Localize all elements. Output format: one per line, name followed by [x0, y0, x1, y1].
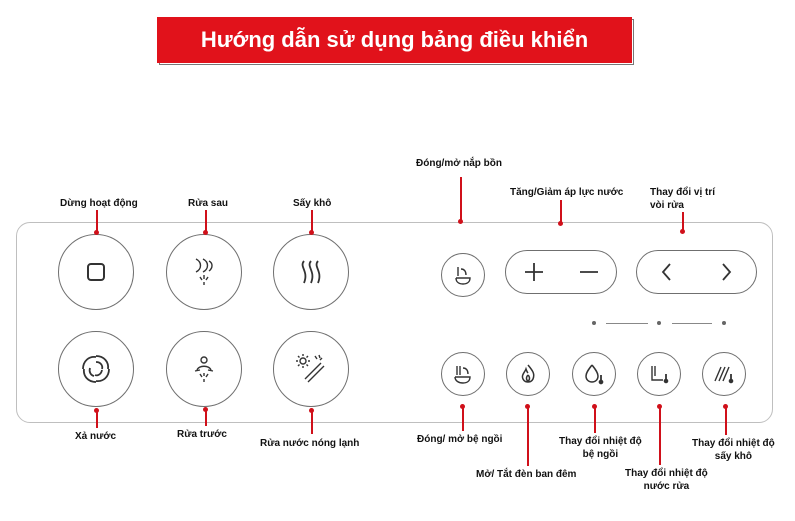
pointer-dot-dry — [309, 230, 314, 235]
label-dry-temp-line2: sấy khô — [714, 451, 753, 462]
label-dry-temp-line1: Thay đổi nhiệt độ — [692, 438, 775, 449]
pointer-flush — [96, 410, 98, 428]
nozzle-forward-button[interactable] — [697, 251, 757, 293]
water-temp-icon — [583, 363, 605, 385]
pointer-front-wash — [205, 409, 207, 426]
seat-icon — [452, 363, 474, 385]
level-line-2 — [672, 323, 712, 324]
label-flush: Xả nước — [75, 431, 117, 442]
rear-wash-icon — [189, 256, 219, 288]
label-stop: Dừng hoạt động — [60, 198, 138, 209]
stop-button[interactable] — [58, 234, 134, 310]
nozzle-position-control — [636, 250, 757, 294]
hot-cold-wash-button[interactable] — [273, 331, 349, 407]
seat-button[interactable] — [441, 352, 485, 396]
front-wash-button[interactable] — [166, 331, 242, 407]
label-seat-temp-line2: bệ ngồi — [582, 449, 619, 460]
pointer-night-light — [527, 406, 529, 466]
seat-temp-icon — [648, 363, 670, 385]
hot-cold-wash-icon — [295, 353, 327, 385]
label-water-temp — [625, 467, 708, 493]
front-wash-icon — [189, 354, 219, 384]
flame-icon — [517, 363, 539, 385]
label-seat-temp-line1: Thay đổi nhiệt độ — [559, 436, 642, 447]
pointer-dot-pressure — [558, 221, 563, 226]
level-dot-3 — [722, 321, 726, 325]
stop-icon — [85, 261, 107, 283]
label-water-temp-line1: Thay đổi nhiệt độ — [625, 468, 708, 479]
pointer-dot-nozzle — [680, 229, 685, 234]
chevron-left-icon — [659, 262, 675, 282]
dry-icon — [296, 257, 326, 287]
plus-icon — [524, 262, 544, 282]
pressure-increase-button[interactable] — [506, 251, 561, 293]
dry-temp-icon — [712, 363, 736, 385]
label-pressure: Tăng/Giảm áp lực nước — [510, 187, 624, 198]
level-dot-1 — [592, 321, 596, 325]
level-dot-2 — [657, 321, 661, 325]
pointer-water-temp — [659, 406, 661, 465]
nozzle-back-button[interactable] — [637, 251, 697, 293]
label-lid-toggle: Đóng/mở nắp bồn — [416, 158, 502, 169]
pressure-control — [505, 250, 617, 294]
level-line-1 — [606, 323, 648, 324]
label-seat-temp — [559, 435, 642, 461]
seat-temp-button[interactable] — [572, 352, 616, 396]
water-temp-button[interactable] — [637, 352, 681, 396]
lid-button[interactable] — [441, 253, 485, 297]
pointer-dot-lid — [458, 219, 463, 224]
label-dry-temp — [692, 437, 775, 463]
minus-icon — [579, 262, 599, 282]
pointer-dot-stop — [94, 230, 99, 235]
label-hot-cold-wash: Rửa nước nóng lạnh — [260, 438, 360, 449]
pressure-decrease-button[interactable] — [561, 251, 616, 293]
flush-button[interactable] — [58, 331, 134, 407]
label-water-temp-line2: nước rửa — [643, 481, 690, 492]
label-nozzle-position-line1: Thay đổi vị trí — [650, 187, 716, 198]
label-nozzle-position — [650, 186, 715, 212]
label-dry: Sấy khô — [293, 198, 332, 209]
label-front-wash: Rửa trước — [177, 429, 227, 440]
night-light-button[interactable] — [506, 352, 550, 396]
label-seat-toggle: Đóng/ mở bệ ngồi — [417, 434, 503, 445]
label-rear-wash: Rửa sau — [188, 198, 229, 209]
lid-icon — [452, 264, 474, 286]
rear-wash-button[interactable] — [166, 234, 242, 310]
flush-icon — [80, 353, 112, 385]
label-night-light: Mở/ Tắt đèn ban đêm — [476, 469, 577, 480]
pointer-seat-temp — [594, 406, 596, 433]
chevron-right-icon — [718, 262, 734, 282]
pointer-dry-temp — [725, 406, 727, 435]
label-nozzle-position-line2: vòi rửa — [650, 200, 684, 211]
pointer-lid — [460, 177, 462, 223]
pointer-dot-rear-wash — [203, 230, 208, 235]
page-title: Hướng dẫn sử dụng bảng điều khiển — [157, 17, 632, 63]
dry-temp-button[interactable] — [702, 352, 746, 396]
pointer-hot-cold — [311, 410, 313, 434]
pointer-seat — [462, 406, 464, 431]
dry-button[interactable] — [273, 234, 349, 310]
